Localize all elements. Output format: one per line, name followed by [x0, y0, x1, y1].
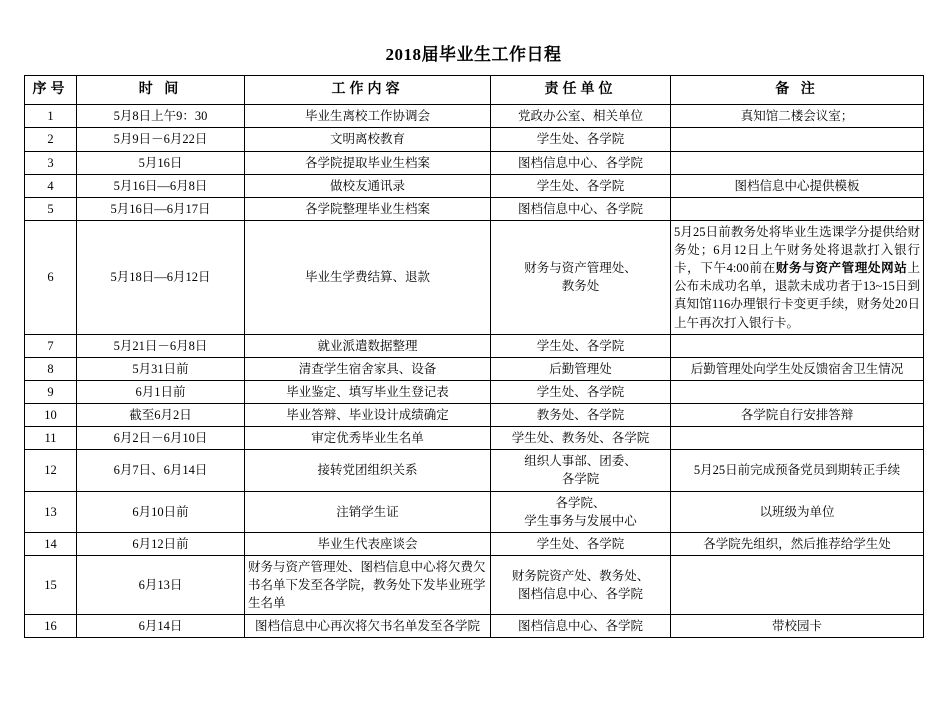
cell-work: 毕业鉴定、填写毕业生登记表 [245, 380, 491, 403]
cell-unit: 财务与资产管理处、 教务处 [491, 220, 671, 334]
cell-time: 6月10日前 [77, 491, 245, 532]
table-row [25, 334, 924, 357]
cell-unit: 学生处、各学院 [491, 532, 671, 555]
cell-remark: 图档信息中心提供模板 [671, 174, 924, 197]
cell-work: 毕业生离校工作协调会 [245, 105, 491, 128]
cell-no: 14 [25, 532, 77, 555]
table-row [25, 128, 924, 151]
cell-unit: 图档信息中心、各学院 [491, 151, 671, 174]
cell-remark [671, 334, 924, 357]
cell-unit: 图档信息中心、各学院 [491, 615, 671, 638]
cell-no: 2 [25, 128, 77, 151]
cell-unit: 后勤管理处 [491, 357, 671, 380]
cell-unit: 学生处、各学院 [491, 380, 671, 403]
cell-time: 5月31日前 [77, 357, 245, 380]
table-header-row [25, 76, 924, 105]
cell-no: 16 [25, 615, 77, 638]
cell-remark [671, 197, 924, 220]
table-row [25, 380, 924, 403]
document-page [0, 40, 947, 725]
cell-remark [671, 380, 924, 403]
table-row [25, 151, 924, 174]
cell-unit: 学生处、教务处、各学院 [491, 427, 671, 450]
graduate-schedule-table [24, 75, 924, 638]
cell-time: 6月7日、6月14日 [77, 450, 245, 491]
column-header-remark: 备 注 [671, 76, 924, 105]
cell-remark [671, 427, 924, 450]
cell-no: 15 [25, 555, 77, 614]
cell-remark: 各学院先组织，然后推荐给学生处 [671, 532, 924, 555]
cell-work: 财务与资产管理处、图档信息中心将欠费欠书名单下发至各学院，教务处下发毕业班学生名单 [245, 555, 491, 614]
cell-unit: 学生处、各学院 [491, 128, 671, 151]
table-row [25, 174, 924, 197]
cell-remark [671, 151, 924, 174]
cell-time: 5月9日－6月22日 [77, 128, 245, 151]
table-row [25, 450, 924, 491]
table-row [25, 404, 924, 427]
cell-remark: 5月25日前完成预备党员到期转正手续 [671, 450, 924, 491]
cell-unit: 教务处、各学院 [491, 404, 671, 427]
table-row [25, 555, 924, 614]
column-header-time: 时 间 [77, 76, 245, 105]
cell-no: 10 [25, 404, 77, 427]
cell-work: 文明离校教育 [245, 128, 491, 151]
table-row [25, 491, 924, 532]
cell-work: 图档信息中心再次将欠书名单发至各学院 [245, 615, 491, 638]
cell-work: 各学院提取毕业生档案 [245, 151, 491, 174]
cell-remark: 带校园卡 [671, 615, 924, 638]
cell-unit: 财务院资产处、教务处、 图档信息中心、各学院 [491, 555, 671, 614]
cell-time: 5月16日—6月8日 [77, 174, 245, 197]
cell-work: 各学院整理毕业生档案 [245, 197, 491, 220]
cell-no: 7 [25, 334, 77, 357]
cell-time: 6月13日 [77, 555, 245, 614]
column-header-work: 工作内容 [245, 76, 491, 105]
cell-unit: 党政办公室、相关单位 [491, 105, 671, 128]
cell-no: 1 [25, 105, 77, 128]
cell-work: 毕业答辩、毕业设计成绩确定 [245, 404, 491, 427]
cell-unit: 学生处、各学院 [491, 174, 671, 197]
cell-no: 9 [25, 380, 77, 403]
cell-time: 5月18日—6月12日 [77, 220, 245, 334]
table-row [25, 427, 924, 450]
cell-time: 6月14日 [77, 615, 245, 638]
table-row [25, 220, 924, 334]
cell-remark: 各学院自行安排答辩 [671, 404, 924, 427]
cell-remark [671, 128, 924, 151]
cell-time: 6月2日－6月10日 [77, 427, 245, 450]
cell-unit: 组织人事部、团委、 各学院 [491, 450, 671, 491]
cell-no: 13 [25, 491, 77, 532]
cell-unit: 学生处、各学院 [491, 334, 671, 357]
cell-work: 审定优秀毕业生名单 [245, 427, 491, 450]
cell-work: 接转党团组织关系 [245, 450, 491, 491]
cell-time: 6月1日前 [77, 380, 245, 403]
cell-work: 做校友通讯录 [245, 174, 491, 197]
cell-remark: 5月25日前教务处将毕业生选课学分提供给财务处；6月12日上午财务处将退款打入银行卡，下午4:00前在财务与资产管理处网站上公布未成功名单，退款未成功者于13~15日到真知馆116办理银行卡变更手续，财务处20日上午再次打入银行卡。 [671, 220, 924, 334]
cell-no: 4 [25, 174, 77, 197]
cell-work: 就业派遣数据整理 [245, 334, 491, 357]
cell-no: 8 [25, 357, 77, 380]
column-header-unit: 责任单位 [491, 76, 671, 105]
cell-work: 毕业生代表座谈会 [245, 532, 491, 555]
cell-unit: 图档信息中心、各学院 [491, 197, 671, 220]
page-title: 2018届毕业生工作日程 [385, 45, 562, 64]
cell-work: 毕业生学费结算、退款 [245, 220, 491, 334]
cell-time: 5月16日 [77, 151, 245, 174]
table-row [25, 532, 924, 555]
table-header [25, 76, 924, 105]
cell-remark: 以班级为单位 [671, 491, 924, 532]
table-row [25, 197, 924, 220]
cell-no: 3 [25, 151, 77, 174]
cell-no: 11 [25, 427, 77, 450]
column-header-no: 序号 [25, 76, 77, 105]
cell-remark [671, 555, 924, 614]
cell-no: 5 [25, 197, 77, 220]
cell-time: 6月12日前 [77, 532, 245, 555]
table-body [25, 105, 924, 638]
cell-time: 5月16日—6月17日 [77, 197, 245, 220]
table-row [25, 615, 924, 638]
cell-work: 注销学生证 [245, 491, 491, 532]
cell-no: 6 [25, 220, 77, 334]
cell-remark: 真知馆二楼会议室； [671, 105, 924, 128]
cell-unit: 各学院、 学生事务与发展中心 [491, 491, 671, 532]
table-row [25, 357, 924, 380]
cell-time: 截至6月2日 [77, 404, 245, 427]
cell-remark: 后勤管理处向学生处反馈宿舍卫生情况 [671, 357, 924, 380]
cell-time: 5月21日－6月8日 [77, 334, 245, 357]
cell-no: 12 [25, 450, 77, 491]
cell-time: 5月8日上午9：30 [77, 105, 245, 128]
table-row [25, 105, 924, 128]
cell-work: 清查学生宿舍家具、设备 [245, 357, 491, 380]
